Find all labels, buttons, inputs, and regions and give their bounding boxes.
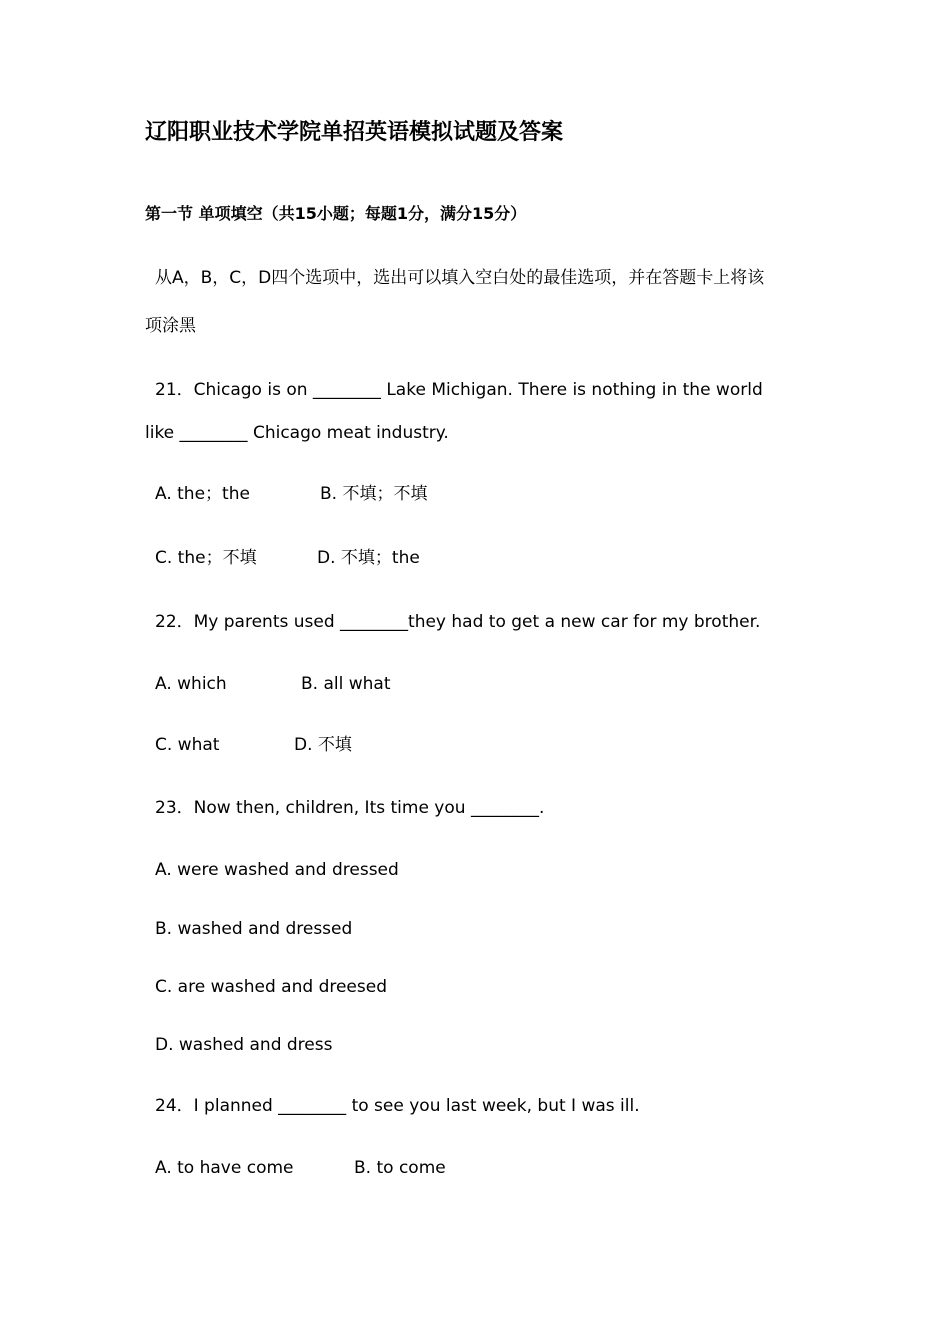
- question-23-stem: 23．Now then, children, Its time you ________.: [155, 798, 545, 818]
- instructions-line-2: 项涂黑: [145, 316, 196, 336]
- question-22-option-b: B. all what: [301, 674, 391, 694]
- question-21-option-c: C. the；不填: [155, 548, 257, 568]
- question-23-option-d: D. washed and dress: [155, 1035, 333, 1055]
- question-23-option-b: B. washed and dressed: [155, 919, 353, 939]
- question-24-option-b: B. to come: [354, 1158, 446, 1178]
- document-title: 辽阳职业技术学院单招英语模拟试题及答案: [145, 120, 564, 145]
- question-22-option-a: A. which: [155, 674, 227, 694]
- question-21-option-d: D. 不填；the: [317, 548, 420, 568]
- instructions-line-1: 从A，B，C，D四个选项中，选出可以填入空白处的最佳选项，并在答题卡上将该: [155, 268, 765, 288]
- question-22-option-c: C. what: [155, 735, 220, 755]
- question-24-stem: 24．I planned ________ to see you last week, but I was ill.: [155, 1096, 640, 1116]
- question-21-option-a: A. the；the: [155, 484, 250, 504]
- question-23-option-c: C. are washed and dreesed: [155, 977, 387, 997]
- question-24-option-a: A. to have come: [155, 1158, 294, 1178]
- question-22-stem: 22．My parents used ________they had to get a new car for my brother.: [155, 612, 761, 632]
- section-heading: 第一节 单项填空（共15小题；每题1分，满分15分）: [145, 204, 527, 223]
- question-21-option-b: B. 不填；不填: [320, 484, 428, 504]
- question-21-stem-line-1: 21．Chicago is on ________ Lake Michigan. There is nothing in the world: [155, 380, 763, 400]
- question-23-option-a: A. were washed and dressed: [155, 860, 399, 880]
- question-21-stem-line-2: like ________ Chicago meat industry.: [145, 423, 449, 443]
- question-22-option-d: D. 不填: [294, 735, 352, 755]
